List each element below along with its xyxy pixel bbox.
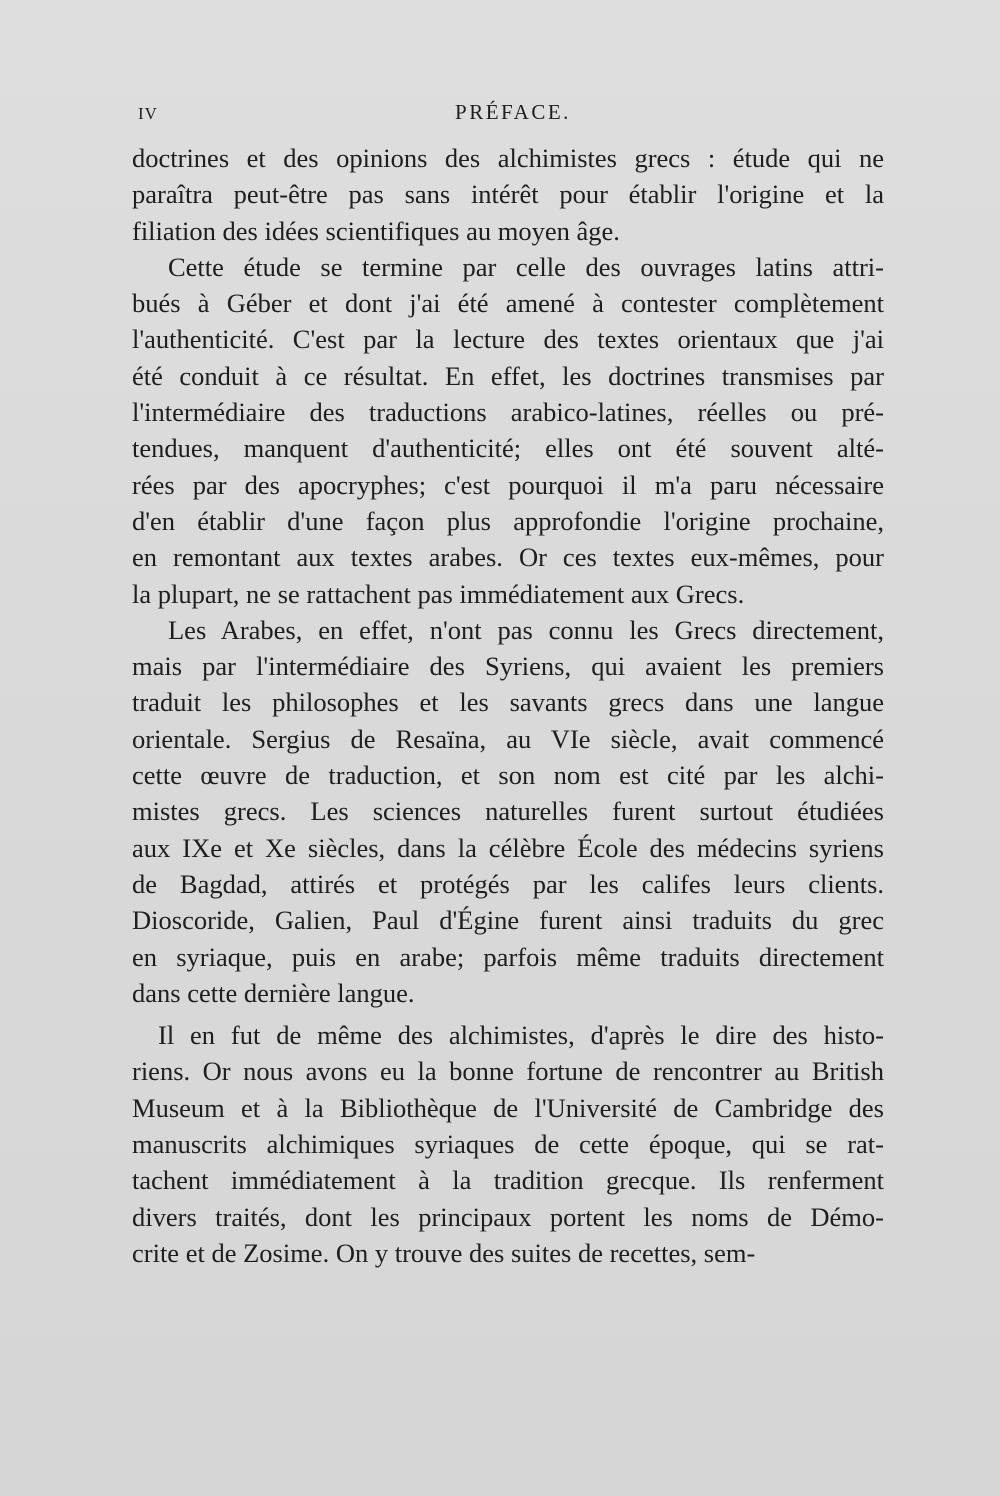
text-line: de Bagdad, attirés et protégés par les califes leurs clients. [132, 868, 884, 899]
text-line: l'intermédiaire des traductions arabico-latines, réelles ou pré- [132, 397, 884, 428]
text-line: filiation des idées scientifiques au moyen âge. [132, 215, 620, 246]
paragraph [132, 140, 884, 249]
text-line: rées par des apocryphes; c'est pourquoi il m'a paru nécessaire [132, 469, 884, 500]
text-line: crite et de Zosime. On y trouve des suites de recettes, sem- [132, 1237, 756, 1268]
text-line: paraîtra peut-être pas sans intérêt pour établir l'origine et la [132, 179, 884, 210]
text-line: d'en établir d'une façon plus approfondie l'origine prochaine, [132, 505, 884, 536]
text-line: doctrines et des opinions des alchimistes grecs : étude qui ne [132, 143, 884, 173]
text-line: l'authenticité. C'est par la lecture des textes orientaux que j'ai [132, 324, 884, 355]
text-line: la plupart, ne se rattachent pas immédiatement aux Grecs. [132, 578, 745, 609]
text-line: Museum et à la Bibliothèque de l'Université de Cambridge des [132, 1092, 884, 1123]
text-line: cette œuvre de traduction, et son nom est cité par les alchi- [132, 760, 884, 791]
running-head: PRÉFACE. [455, 100, 571, 124]
text-line: été conduit à ce résultat. En effet, les doctrines transmises par [132, 360, 884, 391]
text-line: Il en fut de même des alchimistes, d'après le dire des histo- [158, 1020, 884, 1051]
paragraph [132, 1017, 884, 1271]
text-line: riens. Or nous avons eu la bonne fortune de rencontrer au British [132, 1056, 884, 1087]
text-line: manuscrits alchimiques syriaques de cette époque, qui se rat- [132, 1129, 884, 1160]
text-line: Les Arabes, en effet, n'ont pas connu les Grecs directement, [168, 614, 884, 645]
paragraph [132, 249, 884, 612]
text-line: Cette étude se termine par celle des ouvrages latins attri- [168, 251, 884, 282]
page-number: IV [138, 104, 158, 123]
body-text [132, 140, 884, 1271]
text-line: divers traités, dont les principaux portent les noms de Démo- [132, 1201, 884, 1232]
text-line: tendues, manquent d'authenticité; elles ont été souvent alté- [132, 433, 884, 464]
text-line: orientale. Sergius de Resaïna, au VIe siècle, avait commencé [132, 723, 884, 754]
text-line: bués à Géber et dont j'ai été amené à contester complètement [132, 288, 884, 319]
text-line: tachent immédiatement à la tradition grecque. Ils renferment [132, 1165, 884, 1196]
text-line: aux IXe et Xe siècles, dans la célèbre École des médecins syriens [132, 832, 884, 863]
text-line: traduit les philosophes et les savants grecs dans une langue [132, 687, 884, 718]
text-line: en remontant aux textes arabes. Or ces textes eux-mêmes, pour [132, 542, 884, 573]
text-line: en syriaque, puis en arabe; parfois même traduits directement [132, 941, 884, 972]
page-header [138, 100, 888, 132]
paragraph [132, 612, 884, 1011]
text-line: dans cette dernière langue. [132, 977, 415, 1008]
text-line: mistes grecs. Les sciences naturelles furent surtout étudiées [132, 796, 884, 827]
text-line: Dioscoride, Galien, Paul d'Égine furent ainsi traduits du grec [132, 905, 884, 936]
text-line: mais par l'intermédiaire des Syriens, qui avaient les premiers [132, 651, 884, 682]
